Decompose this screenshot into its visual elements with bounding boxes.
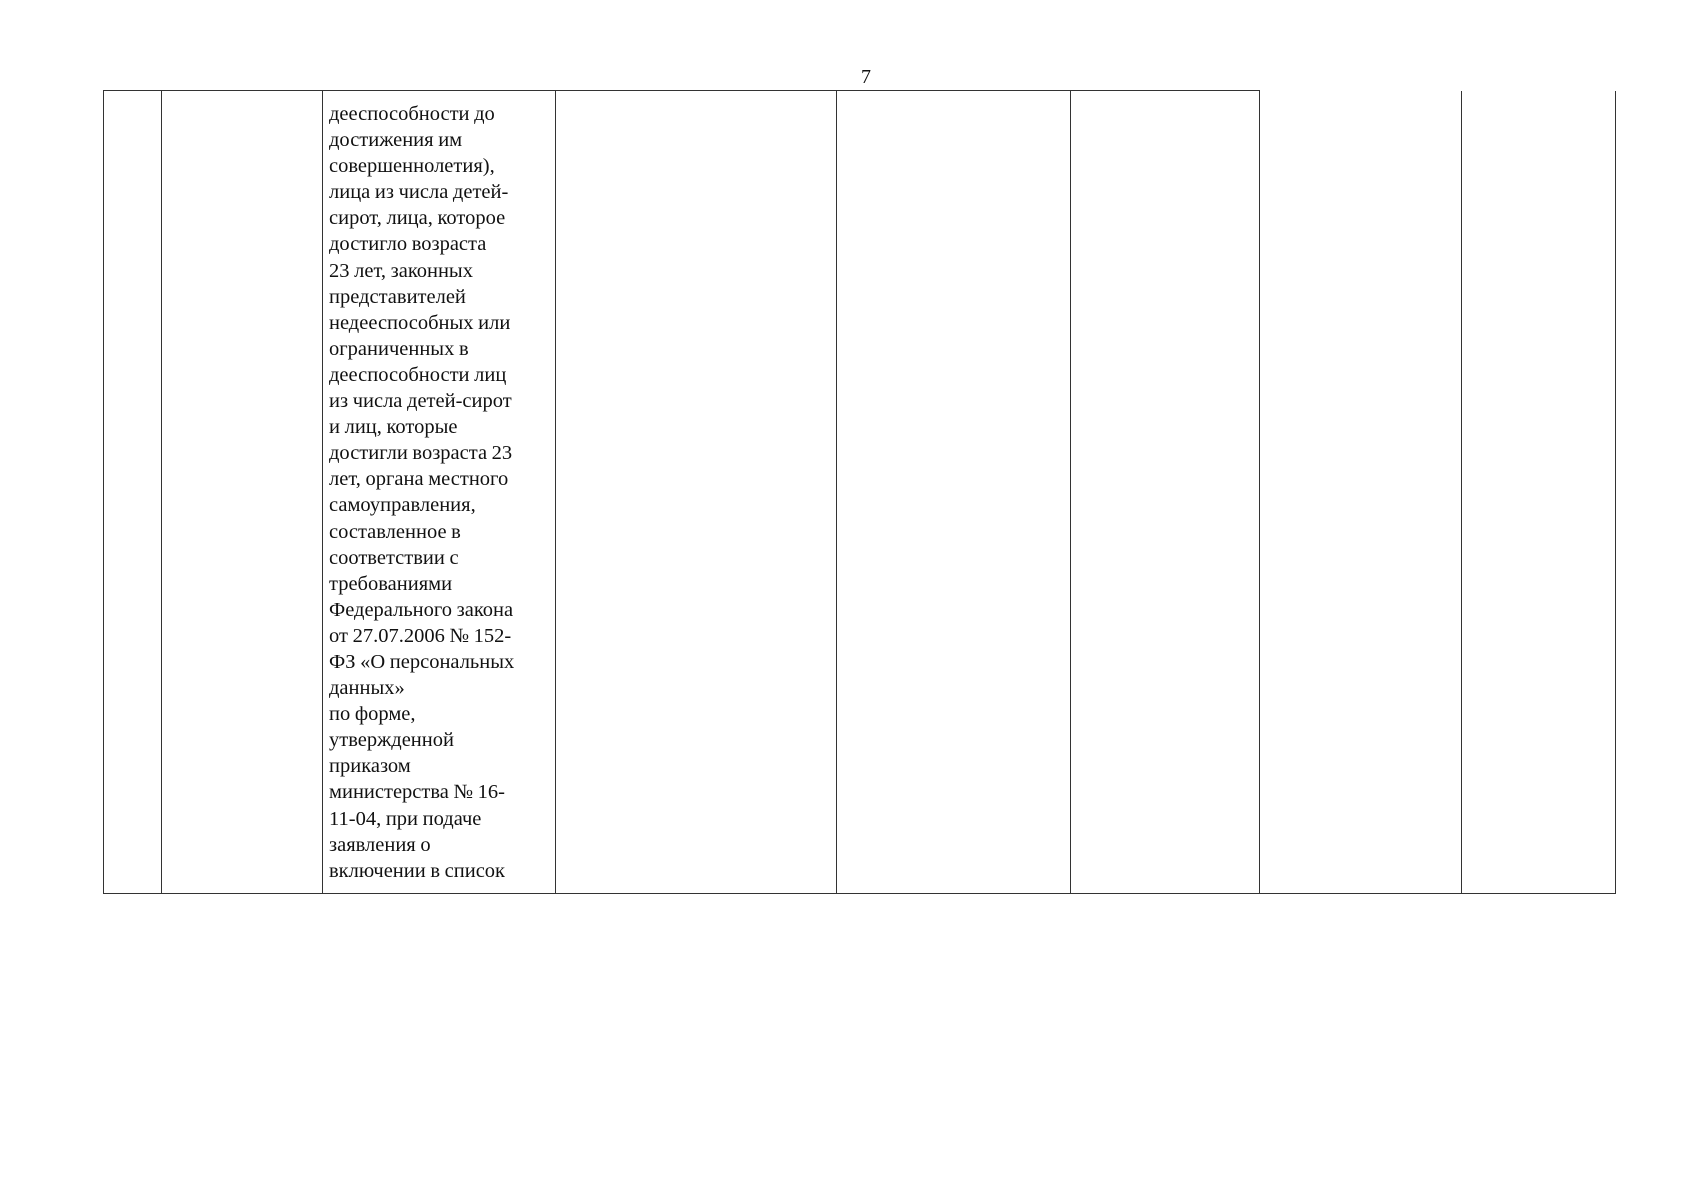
table-cell-col2 <box>162 91 323 894</box>
table-row <box>104 91 1616 894</box>
table-cell-col4 <box>556 91 837 894</box>
table-cell-col5 <box>837 91 1071 894</box>
table-cell-col7 <box>1260 91 1462 894</box>
document-table <box>103 90 1616 894</box>
table-cell-col8 <box>1462 91 1616 894</box>
table-cell-col1 <box>104 91 162 894</box>
table-cell-col3: дееспособности до достижения им совершеннолетия), лица из числа детей- сирот, лица, которое достигло возраста 23 лет, законных представителей недееспособных или ограниченных в дееспособности лиц из числа детей-сирот и лиц, которые достигли возраста 23 лет, органа местного самоуправления, составленное в соответствии с требованиями Федерального закона от 27.07.2006 № 152- ФЗ «О персональных данных» по форме, утвержденной приказом министерства № 16- 11-04, при подаче заявления о включении в список <box>323 91 556 894</box>
table-cell-col6 <box>1071 91 1260 894</box>
page-number: 7 <box>861 66 871 88</box>
